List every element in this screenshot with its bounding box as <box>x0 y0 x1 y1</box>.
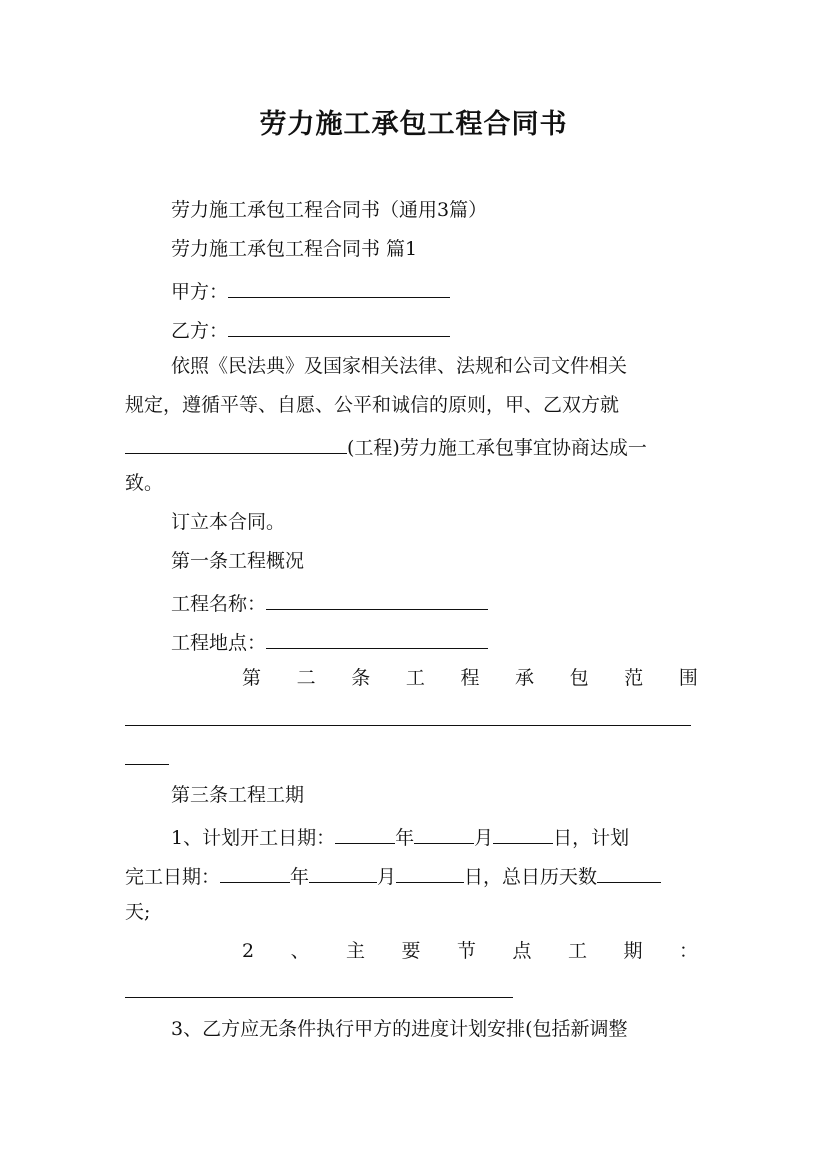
paragraph-1-line-4: 致。 <box>125 472 164 494</box>
month-label: 月 <box>474 827 494 849</box>
article-2-blank-line-2 <box>125 764 169 765</box>
party-a-blank <box>228 279 450 298</box>
project-name-blank <box>266 591 488 610</box>
item-1-line-2 <box>125 864 661 887</box>
month-label: 月 <box>377 866 397 888</box>
item-2-char: 节 <box>457 940 477 962</box>
paragraph-1-line-3-text: (工程)劳力施工承包事宜协商达成一 <box>347 437 647 459</box>
start-day-blank <box>493 825 553 844</box>
article-2-char: 包 <box>569 667 589 689</box>
article-1-heading: 第一条工程概况 <box>171 550 305 572</box>
article-2-char: 第 <box>242 667 262 689</box>
article-2-char: 工 <box>405 667 425 689</box>
article-2-char: 二 <box>296 667 316 689</box>
item-2-char: ： <box>678 940 698 962</box>
day-label: 日，总日历天数 <box>464 866 598 888</box>
project-location-line <box>171 630 488 653</box>
item-2-blank-line <box>125 997 513 998</box>
paragraph-1-line-3 <box>125 435 647 458</box>
item-2-char: 期 <box>623 940 643 962</box>
article-2-char: 围 <box>678 667 698 689</box>
paragraph-1-line-2: 规定，遵循平等、自愿、公平和诚信的原则，甲、乙双方就 <box>125 394 620 416</box>
article-2-char: 承 <box>515 667 535 689</box>
party-b-blank <box>228 318 450 337</box>
project-location-blank <box>266 630 488 649</box>
item-1-line-1 <box>171 825 629 848</box>
item-2-char: 2 <box>242 940 255 962</box>
start-month-blank <box>414 825 474 844</box>
article-2-heading <box>242 669 698 688</box>
paragraph-1-line-1: 依照《民法典》及国家相关法律、法规和公司文件相关 <box>171 355 628 377</box>
end-month-blank <box>309 864 377 883</box>
article-2-char: 程 <box>460 667 480 689</box>
end-year-blank <box>220 864 290 883</box>
party-b-line <box>171 318 450 341</box>
project-location-label: 工程地点： <box>171 632 267 654</box>
article-2-char: 条 <box>351 667 371 689</box>
item-2-char: 主 <box>346 940 366 962</box>
total-days-blank <box>597 864 661 883</box>
item-2-char: 要 <box>401 940 421 962</box>
document-subtitle: 劳力施工承包工程合同书（通用3篇） <box>171 199 488 221</box>
project-blank <box>125 435 347 454</box>
start-year-blank <box>335 825 395 844</box>
paragraph-2: 订立本合同。 <box>171 511 286 533</box>
document-title: 劳力施工承包工程合同书 <box>259 109 568 140</box>
day-label: 日，计划 <box>553 827 630 849</box>
item-3-line-1: 3、乙方应无条件执行甲方的进度计划安排(包括新调整 <box>171 1018 628 1040</box>
article-3-heading: 第三条工程工期 <box>171 784 305 806</box>
party-b-label: 乙方： <box>171 320 229 342</box>
item-1-line-2-prefix: 完工日期： <box>125 866 221 888</box>
project-name-line <box>171 591 488 614</box>
section-heading: 劳力施工承包工程合同书 篇1 <box>171 238 418 260</box>
item-2-char: 、 <box>290 940 310 962</box>
article-2-char: 范 <box>624 667 644 689</box>
year-label: 年 <box>290 866 310 888</box>
article-2-blank-line-1 <box>125 725 691 726</box>
item-2-char: 工 <box>567 940 587 962</box>
project-name-label: 工程名称： <box>171 593 267 615</box>
end-day-blank <box>396 864 464 883</box>
item-2-line <box>242 942 698 961</box>
item-2-char: 点 <box>512 940 532 962</box>
year-label: 年 <box>395 827 415 849</box>
item-1-line-3: 天; <box>125 901 151 923</box>
party-a-line <box>171 279 450 302</box>
party-a-label: 甲方： <box>171 281 229 303</box>
item-1-prefix: 1、计划开工日期： <box>171 827 336 849</box>
